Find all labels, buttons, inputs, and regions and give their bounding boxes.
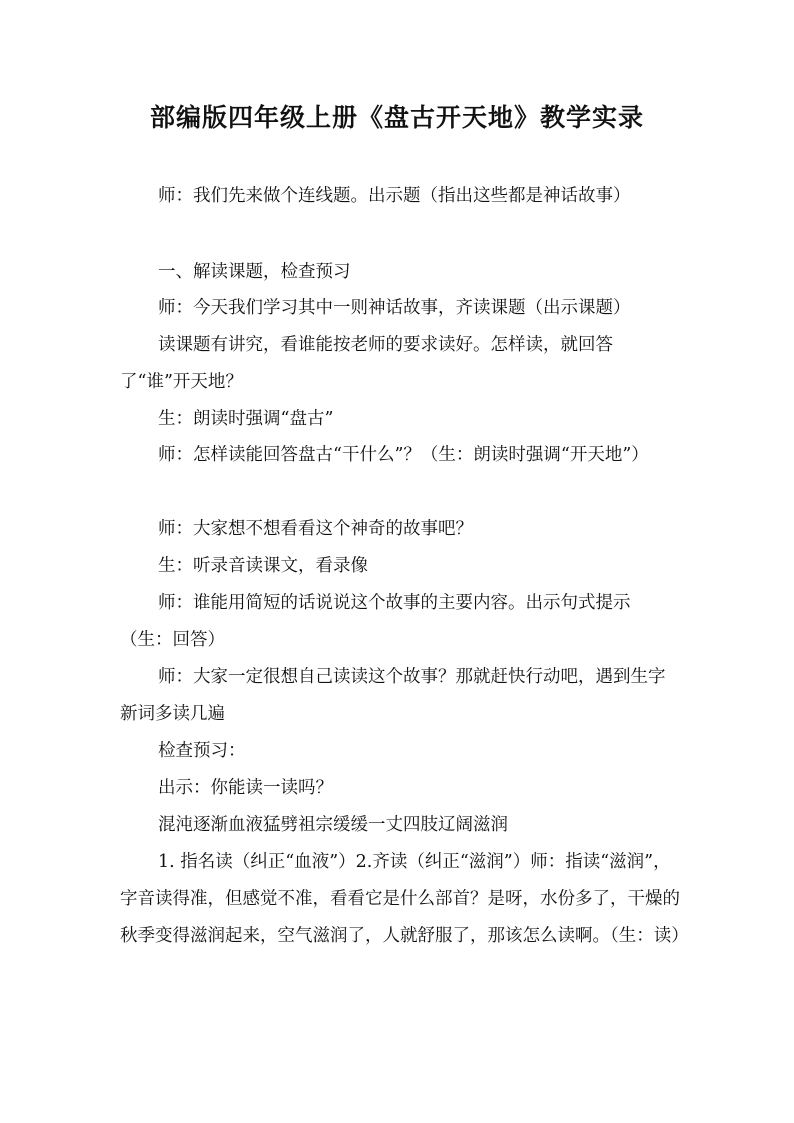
paragraph-4: 读课题有讲究，看谁能按老师的要求读好。怎样读，就回答了“谁”开天地？ xyxy=(120,335,613,392)
paragraph-7: 师：大家想不想看看这个神奇的故事吧？ xyxy=(158,519,473,539)
paragraph-13: 混沌逐渐血液猛劈祖宗缓缓一丈四肢辽阔滋润 xyxy=(158,815,508,835)
paragraph-12: 出示：你能读一读吗？ xyxy=(158,778,333,798)
paragraph-14: 1. 指名读（纠正“血液”）2.齐读（纠正“滋润”）师：指读“滋润”，字音读得准，但感觉不准，看看它是什么部首？是呀，水份多了，干燥的秋季变得滋润起来，空气滋润了，人就舒服了，那该怎么读啊。（生：读） xyxy=(120,852,689,946)
paragraph-6: 师：怎样读能回答盘古“干什么”？（生：朗读时强调“开天地”） xyxy=(158,445,649,465)
paragraph-3: 师：今天我们学习其中一则神话故事，齐读课题（出示课题） xyxy=(158,298,631,318)
paragraph-1: 师：我们先来做个连线题。出示题（指出这些都是神话故事） xyxy=(158,186,631,206)
paragraph-8: 生：听录音读课文，看录像 xyxy=(158,556,368,576)
paragraph-9: 师：谁能用简短的话说说这个故事的主要内容。出示句式提示（生：回答） xyxy=(120,593,631,650)
paragraph-section-heading: 一、解读课题，检查预习 xyxy=(158,262,351,282)
paragraph-10: 师：大家一定很想自己读读这个故事？那就赶快行动吧，遇到生字新词多读几遍 xyxy=(120,667,666,724)
paragraph-11: 检查预习： xyxy=(158,741,246,761)
document-title: 部编版四年级上册《盘古开天地》教学实录 xyxy=(149,103,644,132)
paragraph-5: 生：朗读时强调“盘古” xyxy=(158,409,334,429)
